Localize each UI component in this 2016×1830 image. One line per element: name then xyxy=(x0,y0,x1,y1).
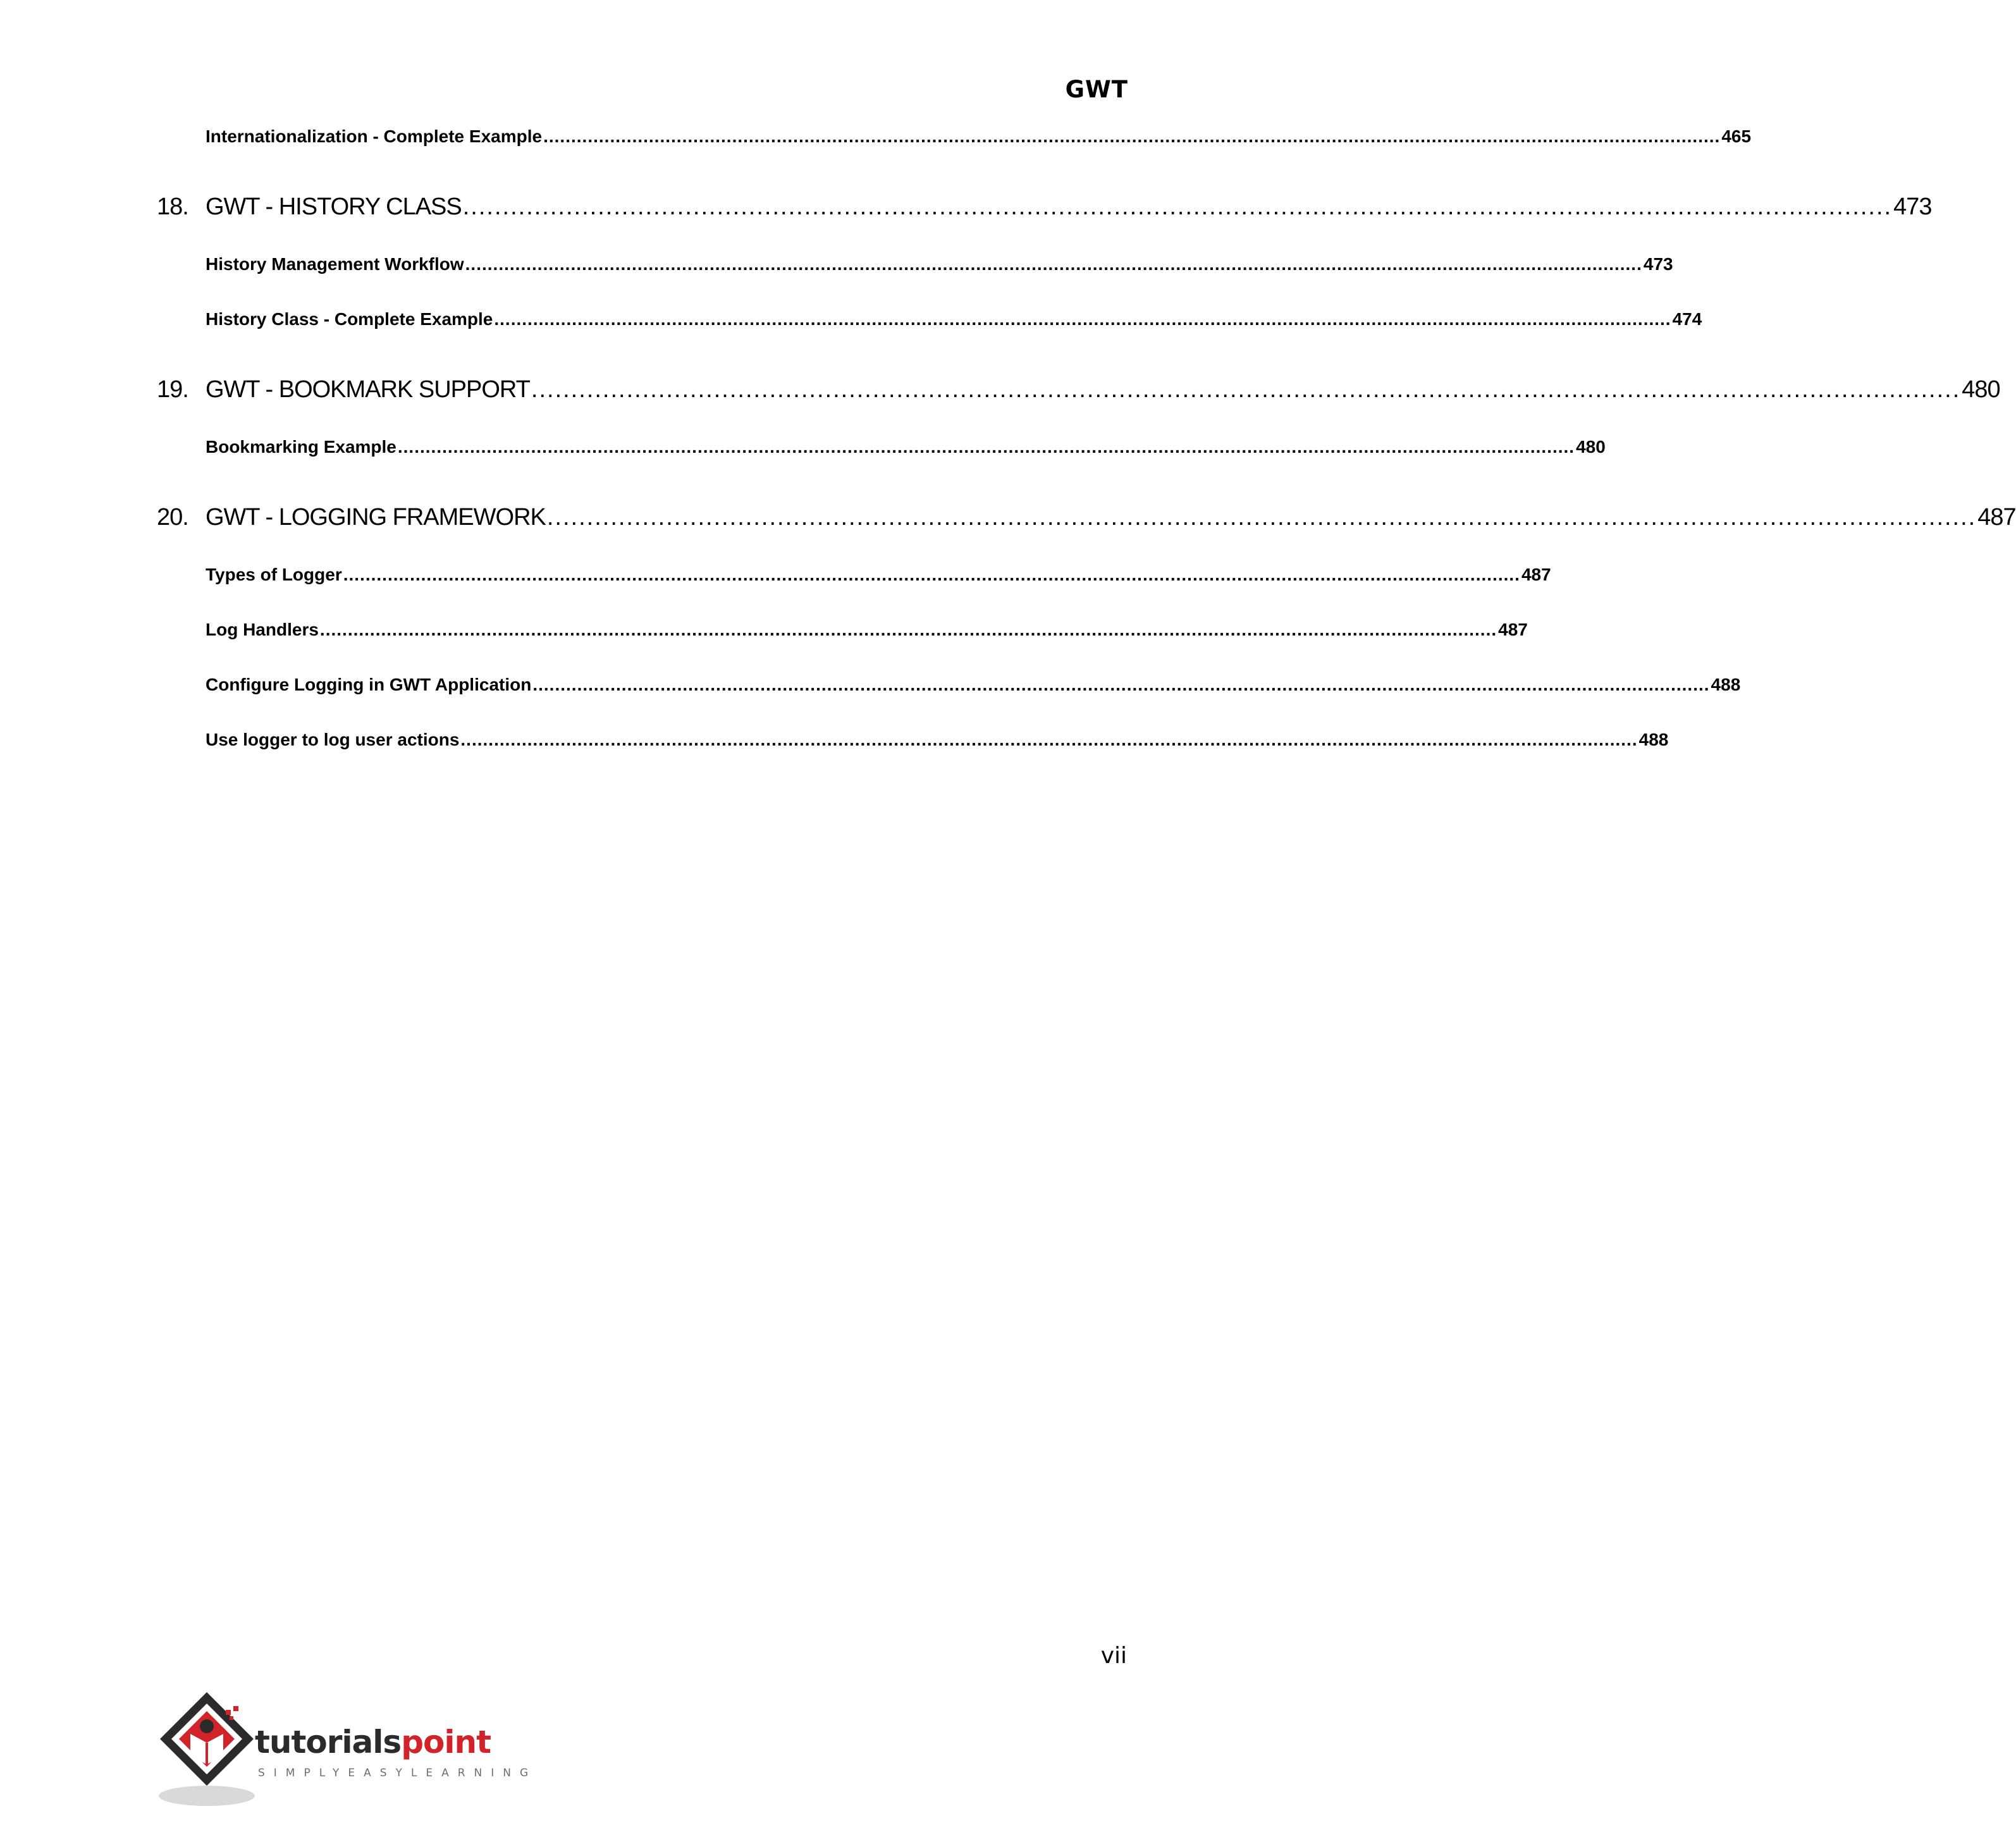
chapter-title: GWT - BOOKMARK SUPPORT xyxy=(206,376,530,403)
toc-entry-use-logger[interactable] xyxy=(206,730,1669,750)
dot-leader: .................................................................................................................................................................................... xyxy=(531,376,1961,403)
toc-entry-page: 488 xyxy=(1638,730,1669,749)
document-header-title: GWT xyxy=(1065,76,1128,103)
logo-wordmark-part1: tutorials xyxy=(255,1724,402,1760)
toc-entry-page: 473 xyxy=(1643,254,1673,274)
toc-entry-label: Bookmarking Example xyxy=(206,437,396,457)
dot-leader: .................................................................................................................................................................................................................... xyxy=(543,126,1721,146)
toc-entry-page: 474 xyxy=(1672,309,1702,329)
toc-entry-page: 480 xyxy=(1576,437,1606,457)
chapter-page: 480 xyxy=(1962,376,2000,403)
toc-entry-internationalization-example[interactable] xyxy=(206,126,1752,147)
toc-chapter-logging-framework[interactable] xyxy=(157,504,2016,531)
dot-leader: .................................................................................................................................................................................... xyxy=(546,504,1977,531)
chapter-number: 19. xyxy=(157,376,188,403)
toc-chapter-bookmark-support[interactable] xyxy=(157,376,2000,403)
chapter-page: 473 xyxy=(1893,193,1932,220)
toc-entry-types-of-logger[interactable] xyxy=(206,565,1551,585)
chapter-number: 18. xyxy=(157,193,188,220)
toc-entry-label: Configure Logging in GWT Application xyxy=(206,675,532,694)
dot-leader: .................................................................................................................................................................................................................... xyxy=(460,730,1638,749)
chapter-page: 487 xyxy=(1977,504,2016,531)
logo-emblem-icon xyxy=(155,1687,262,1814)
dot-leader: .................................................................................................................................................................................................................... xyxy=(319,620,1497,639)
dot-leader: .................................................................................................................................................................................................................... xyxy=(397,437,1575,457)
chapter-title: GWT - LOGGING FRAMEWORK xyxy=(206,504,546,531)
toc-entry-bookmarking-example[interactable] xyxy=(206,437,1606,457)
page-number: vii xyxy=(1100,1643,1127,1669)
toc-entry-page: 488 xyxy=(1711,675,1741,694)
toc-entry-label: Internationalization - Complete Example xyxy=(206,126,543,146)
dot-leader: .................................................................................................................................................................................................................... xyxy=(465,254,1642,274)
dot-leader: .................................................................................................................................................................................................................... xyxy=(494,309,1671,329)
toc-entry-page: 487 xyxy=(1498,620,1528,639)
logo-wordmark xyxy=(255,1724,491,1760)
toc-entry-history-management-workflow[interactable] xyxy=(206,254,1673,274)
chapter-title: GWT - HISTORY CLASS xyxy=(206,193,462,220)
dot-leader: .................................................................................................................................................................................................................... xyxy=(343,565,1520,584)
toc-entry-page: 465 xyxy=(1721,126,1752,146)
dot-leader: .................................................................................................................................................................................................................... xyxy=(532,675,1710,694)
logo-tagline: SIMPLYEASYLEARNING xyxy=(258,1767,538,1779)
logo-wordmark-part2: point xyxy=(401,1724,491,1760)
toc-entry-log-handlers[interactable] xyxy=(206,620,1528,640)
chapter-number: 20. xyxy=(157,504,188,531)
toc-entry-label: Log Handlers xyxy=(206,620,319,639)
dot-leader: .................................................................................................................................................................................... xyxy=(462,193,1893,220)
toc-entry-history-class-example[interactable] xyxy=(206,309,1702,329)
toc-chapter-history-class[interactable] xyxy=(157,193,1932,221)
toc-entry-label: History Class - Complete Example xyxy=(206,309,493,329)
toc-entry-label: History Management Workflow xyxy=(206,254,464,274)
toc-entry-label: Use logger to log user actions xyxy=(206,730,460,749)
toc-entry-page: 487 xyxy=(1521,565,1551,584)
toc-entry-label: Types of Logger xyxy=(206,565,342,584)
toc-entry-configure-logging[interactable] xyxy=(206,675,1741,695)
tutorialspoint-logo xyxy=(155,1687,538,1814)
